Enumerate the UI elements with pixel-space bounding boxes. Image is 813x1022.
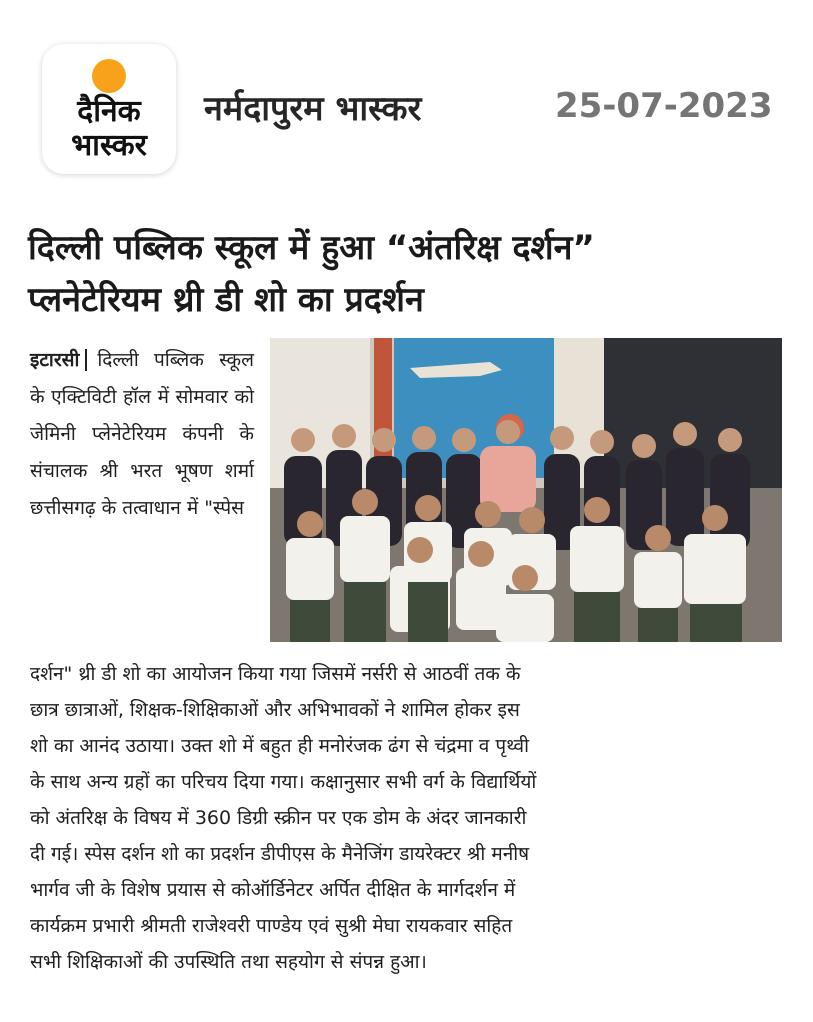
logo-line-1: दैनिक [77, 94, 141, 129]
dateline: इटारसी [30, 349, 87, 371]
body-line: भार्गव जी के विशेष प्रयास से कोऑर्डिनेटर अर्पित दीक्षित के मार्गदर्शन में [30, 879, 516, 901]
lead-text: दिल्ली पब्लिक स्कूल के एक्टिविटी हॉल में सोमवार को जेमिनी प्लेनेटेरियम कंपनी के संचालक श्री भरत भूषण शर्मा छत्तीसगढ़ के तत्वाधान में "स्पेस [30, 349, 254, 519]
body-line: को अंतरिक्ष के विषय में 360 डिग्री स्क्रीन पर एक डोम के अंदर जानकारी [30, 807, 527, 829]
body-line: शो का आनंद उठाया। उक्त शो में बहुत ही मनोरंजक ढंग से चंद्रमा व पृथ्वी [30, 735, 530, 757]
group-photo-illustration [270, 338, 782, 642]
body-line: दी गई। स्पेस दर्शन शो का प्रदर्शन डीपीएस के मैनेजिंग डायरेक्टर श्री मनीष [30, 843, 530, 865]
article-body [30, 656, 782, 980]
group-photo [270, 338, 782, 642]
body-line: छात्र छात्राओं, शिक्षक-शिक्षिकाओं और अभिभावकों ने शामिल होकर इस [30, 699, 520, 721]
headline [28, 222, 788, 326]
publication-date: 25-07-2023 [555, 86, 773, 126]
body-line: के साथ अन्य ग्रहों का परिचय दिया गया। कक्षानुसार सभी वर्ग के विद्यार्थियों [30, 771, 537, 793]
body-line: दर्शन" थ्री डी शो का आयोजन किया गया जिसमें नर्सरी से आठवीं तक के [30, 663, 521, 685]
body-line: कार्यक्रम प्रभारी श्रीमती राजेश्वरी पाण्डेय एवं सुश्री मेघा रायकवार सहित [30, 915, 513, 937]
edition-name: नर्मदापुरम भास्कर [204, 89, 422, 129]
headline-line-1: दिल्ली पब्लिक स्कूल में हुआ “अंतरिक्ष दर्शन” [28, 228, 595, 268]
logo-line-2: भास्कर [71, 128, 147, 163]
dainik-bhaskar-logo [42, 44, 176, 174]
lead-paragraph [30, 342, 254, 527]
headline-line-2: प्लनेटेरियम थ्री डी शो का प्रदर्शन [28, 280, 424, 320]
body-line: सभी शिक्षिकाओं की उपस्थिति तथा सहयोग से संपन्न हुआ। [30, 951, 427, 973]
sun-icon [92, 59, 126, 93]
